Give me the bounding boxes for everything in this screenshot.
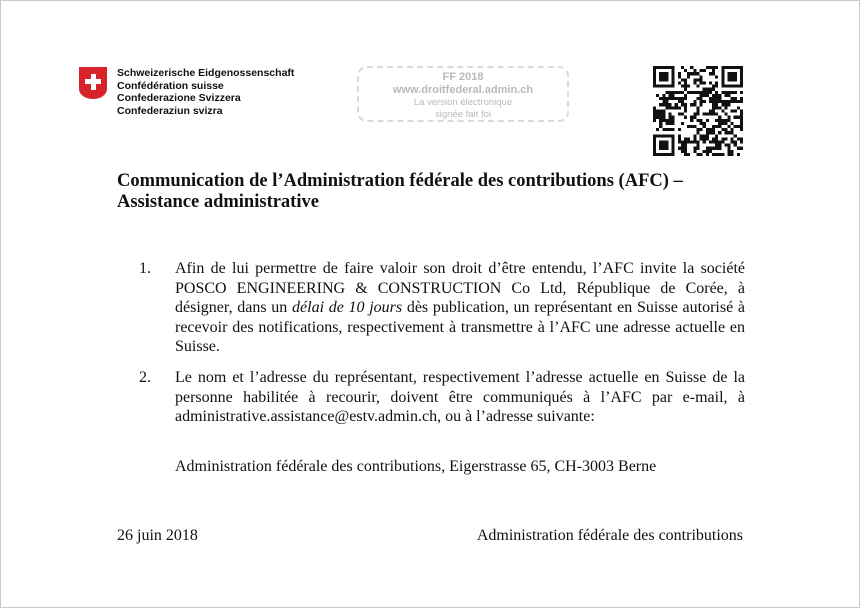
stamp-reference: FF 2018 bbox=[442, 71, 484, 83]
item-number: 1. bbox=[139, 260, 151, 277]
qr-code bbox=[653, 66, 743, 156]
deadline-emphasis: délai de 10 jours bbox=[292, 299, 403, 317]
signatory: Administration fédérale des contributions bbox=[476, 527, 743, 544]
logo-line-it: Confederazione Svizzera bbox=[117, 92, 241, 104]
list-item bbox=[117, 368, 745, 427]
stamp-website: www.droitfederal.admin.ch bbox=[392, 84, 534, 96]
confederation-logo bbox=[79, 67, 294, 117]
swiss-flag-icon bbox=[79, 67, 107, 99]
logo-line-rm: Confederaziun svizra bbox=[117, 104, 223, 117]
item-number: 2. bbox=[139, 369, 151, 386]
confederation-names bbox=[117, 67, 294, 117]
document-title: Communication de l’Administration fédérale des contributions (AFC) – Assistance administrative bbox=[117, 171, 683, 212]
logo-line-de: Schweizerische Eidgenossenschaft bbox=[117, 67, 295, 79]
logo-line-fr: Confédération suisse bbox=[117, 79, 224, 92]
postal-address: Administration fédérale des contributions, Eigerstrasse 65, CH-3003 Berne bbox=[175, 458, 657, 475]
document-date: 26 juin 2018 bbox=[117, 527, 198, 544]
item-text: Afin de lui permettre de faire valoir son droit d’être entendu, l’AFC invite la société POSCO ENGINEERING & CONSTRUCTION Co Ltd, République de Corée, à désigner, dans un délai de 10 jours dès publication, un représentant en Suisse autorisé à recevoir des notifications, respectivement à transmettre à l’AFC une adresse actuelle en Suisse. bbox=[175, 260, 746, 356]
item-text: Le nom et l’adresse du représentant, respectivement l’adresse actuelle en Suisse de la personne habilitée à recourir, doivent être communiqués à l’AFC par e-mail, à administrative.assistance@estv.admin.ch, ou à l’adresse suivante: bbox=[175, 369, 745, 426]
stamp-note-1: La version électronique bbox=[413, 97, 513, 108]
publication-stamp bbox=[357, 66, 569, 122]
stamp-note-2: signée fait foi bbox=[435, 109, 491, 120]
list-item bbox=[117, 259, 745, 357]
